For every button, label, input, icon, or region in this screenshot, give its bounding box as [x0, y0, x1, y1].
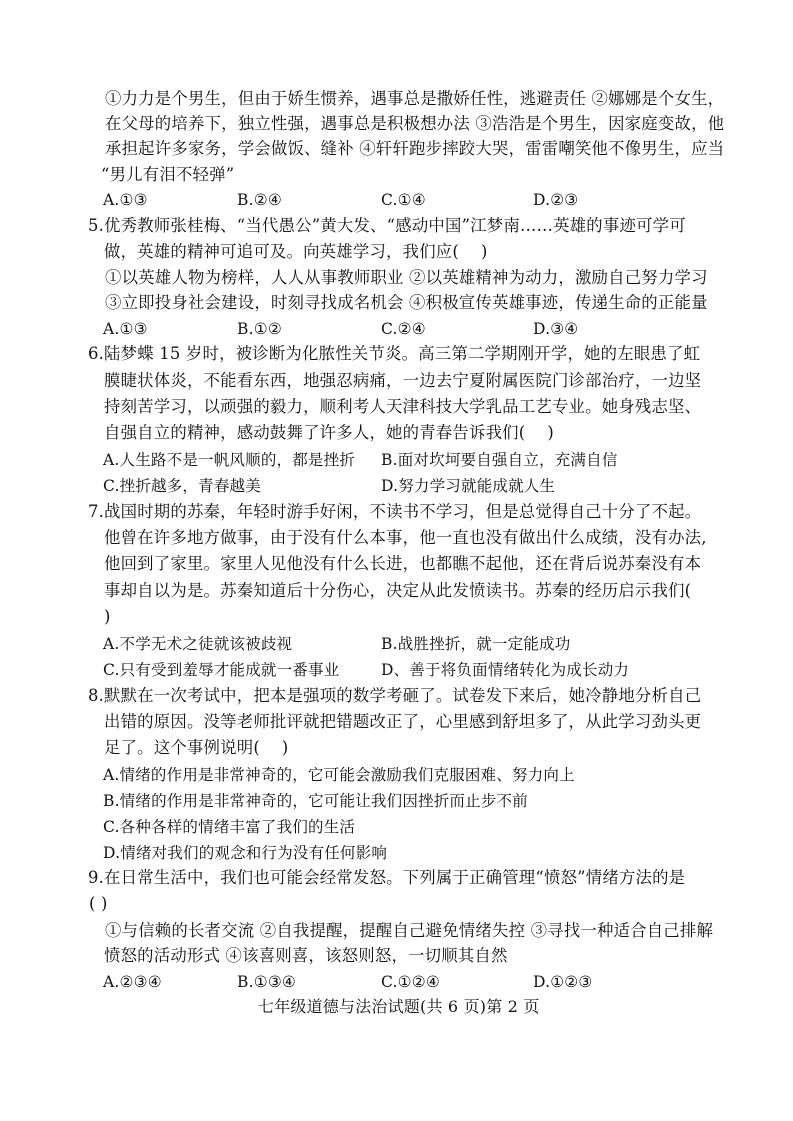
q4-statement-line-2: 在父母的培养下，独立性强，遇事总是积极想办法 ③浩浩是个男生，因家庭变故，他 [105, 114, 725, 133]
q7-option-d[interactable]: D、善于将负面情绪转化为成长动力 [381, 661, 630, 679]
q8-option-d[interactable]: D.情绪对我们的观念和行为没有任何影响 [103, 844, 388, 862]
q9-statement-line-2: 愤怒的活动形式 ④该喜则喜，该怒则怒，一切顺其自然 [104, 946, 508, 965]
q9-option-d[interactable]: D.①②③ [533, 973, 593, 991]
q5-option-a[interactable]: A.①③ [103, 320, 148, 338]
q4-statement-line-1: ①力力是个男生，但由于娇生惯养，遇事总是撒娇任性，逃避责任 ②娜娜是个女生， [105, 89, 725, 108]
q8-option-b[interactable]: B.情绪的作用是非常神奇的，它可能让我们因挫折而止步不前 [103, 792, 528, 810]
q9-option-c[interactable]: C.①②④ [381, 973, 440, 991]
q5-option-d[interactable]: D.③④ [533, 320, 579, 338]
q7-option-b[interactable]: B.战胜挫折，就一定能成功 [381, 635, 571, 653]
q8-stem-line-2: 出错的原因。没等老师批评就把错题改正了，心里感到舒坦多了，从此学习劲头更 [104, 712, 702, 731]
q5-statement-line-1: ①以英雄人物为榜样，人人从事教师职业 ②以英雄精神为动力，激励自己努力学习 [105, 268, 708, 287]
q5-option-c[interactable]: C.②④ [381, 320, 426, 338]
q8-stem-line-3: 足了。这个事例说明( ) [104, 738, 289, 757]
q7-option-c[interactable]: C.只有受到羞辱才能成就一番事业 [103, 661, 340, 679]
q9-stem-line-2: ( ) [89, 894, 108, 913]
q6-stem-line-4: 自强自立的精神，感动鼓舞了许多人，她的青春告诉我们( ) [104, 423, 554, 442]
q9-statement-line-1: ①与信赖的长者交流 ②自我提醒，提醒自己避免情绪失控 ③寻找一种适合自己排解 [105, 921, 714, 940]
q6-option-a[interactable]: A.人生路不是一帆风顺的，都是挫折 [103, 451, 356, 469]
q7-option-a[interactable]: A.不学无术之徒就该被歧视 [103, 635, 293, 653]
q7-stem-line-2: 他曾在许多地方做事，由于没有什么本事，他一直也没有做出什么成绩，没有办法, [104, 528, 707, 547]
q4-statement-line-3: 承担起许多家务，学会做饭、缝补 ④轩轩跑步摔跤大哭，雷雷嘲笑他不像男生，应当 [105, 139, 725, 158]
q8-option-c[interactable]: C.各种各样的情绪丰富了我们的生活 [103, 818, 356, 836]
q7-stem-line-4: 事却自以为是。苏秦知道后十分伤心，决定从此发愤读书。苏秦的经历启示我们( [104, 581, 692, 600]
q6-option-b[interactable]: B.面对坎坷要自强自立，充满自信 [381, 451, 618, 469]
q4-option-d[interactable]: D.②③ [533, 191, 579, 209]
q9-option-a[interactable]: A.②③④ [103, 973, 162, 991]
q6-option-c[interactable]: C.挫折越多，青春越美 [103, 477, 261, 495]
q4-option-c[interactable]: C.①④ [381, 191, 426, 209]
q9-stem-line-1: 9.在日常生活中，我们也可能会经常发怒。下列属于正确管理“愤怒”情绪方法的是 [88, 868, 686, 887]
q4-option-b[interactable]: B.②④ [237, 191, 282, 209]
q4-statement-line-4: “男儿有泪不轻弹” [101, 165, 235, 184]
q7-stem-line-1: 7.战国时期的苏秦，年轻时游手好闲，不读书不学习，但是总觉得自己十分了不起。 [88, 502, 702, 521]
q6-stem-line-3: 持刻苦学习，以顽强的毅力，顺利考人天津科技大学乳品工艺专业。她身残志坚、 [104, 397, 702, 416]
q6-stem-line-1: 6.陆梦蝶 15 岁时，被诊断为化脓性关节炎。高三第二学期刚开学，她的左眼患了虹 [88, 344, 701, 363]
q8-option-a[interactable]: A.情绪的作用是非常神奇的，它可能会激励我们克服困难、努力向上 [103, 766, 575, 784]
q5-stem-line-2: 做，英雄的精神可追可及。向英雄学习，我们应( ) [104, 242, 488, 261]
page-footer: 七年级道德与法治试题(共 6 页)第 2 页 [258, 997, 540, 1016]
q9-option-b[interactable]: B.①③④ [237, 973, 297, 991]
q4-option-a[interactable]: A.①③ [103, 191, 148, 209]
q6-stem-line-2: 膜睫状体炎，不能看东西，地强忍病痛，一边去宁夏附属医院门诊部治疗，一边坚 [104, 371, 702, 390]
q5-stem-line-1: 5.优秀教师张桂梅、“当代愚公”黄大发、“感动中国”江梦南……英雄的事迹可学可 [88, 216, 686, 235]
q5-option-b[interactable]: B.①② [237, 320, 282, 338]
q5-statement-line-2: ③立即投身社会建设，时刻寻找成名机会 ④积极宣传英雄事迹，传递生命的正能量 [105, 293, 708, 312]
q7-stem-line-5: ) [104, 607, 111, 626]
q7-stem-line-3: 他回到了家里。家里人见他没有什么长进，也都瞧不起他，还在背后说苏秦没有本 [104, 554, 702, 573]
q8-stem-line-1: 8.默默在一次考试中，把本是强项的数学考砸了。试卷发下来后，她冷静地分析自己 [88, 686, 702, 705]
q6-option-d[interactable]: D.努力学习就能成就人生 [381, 477, 556, 495]
